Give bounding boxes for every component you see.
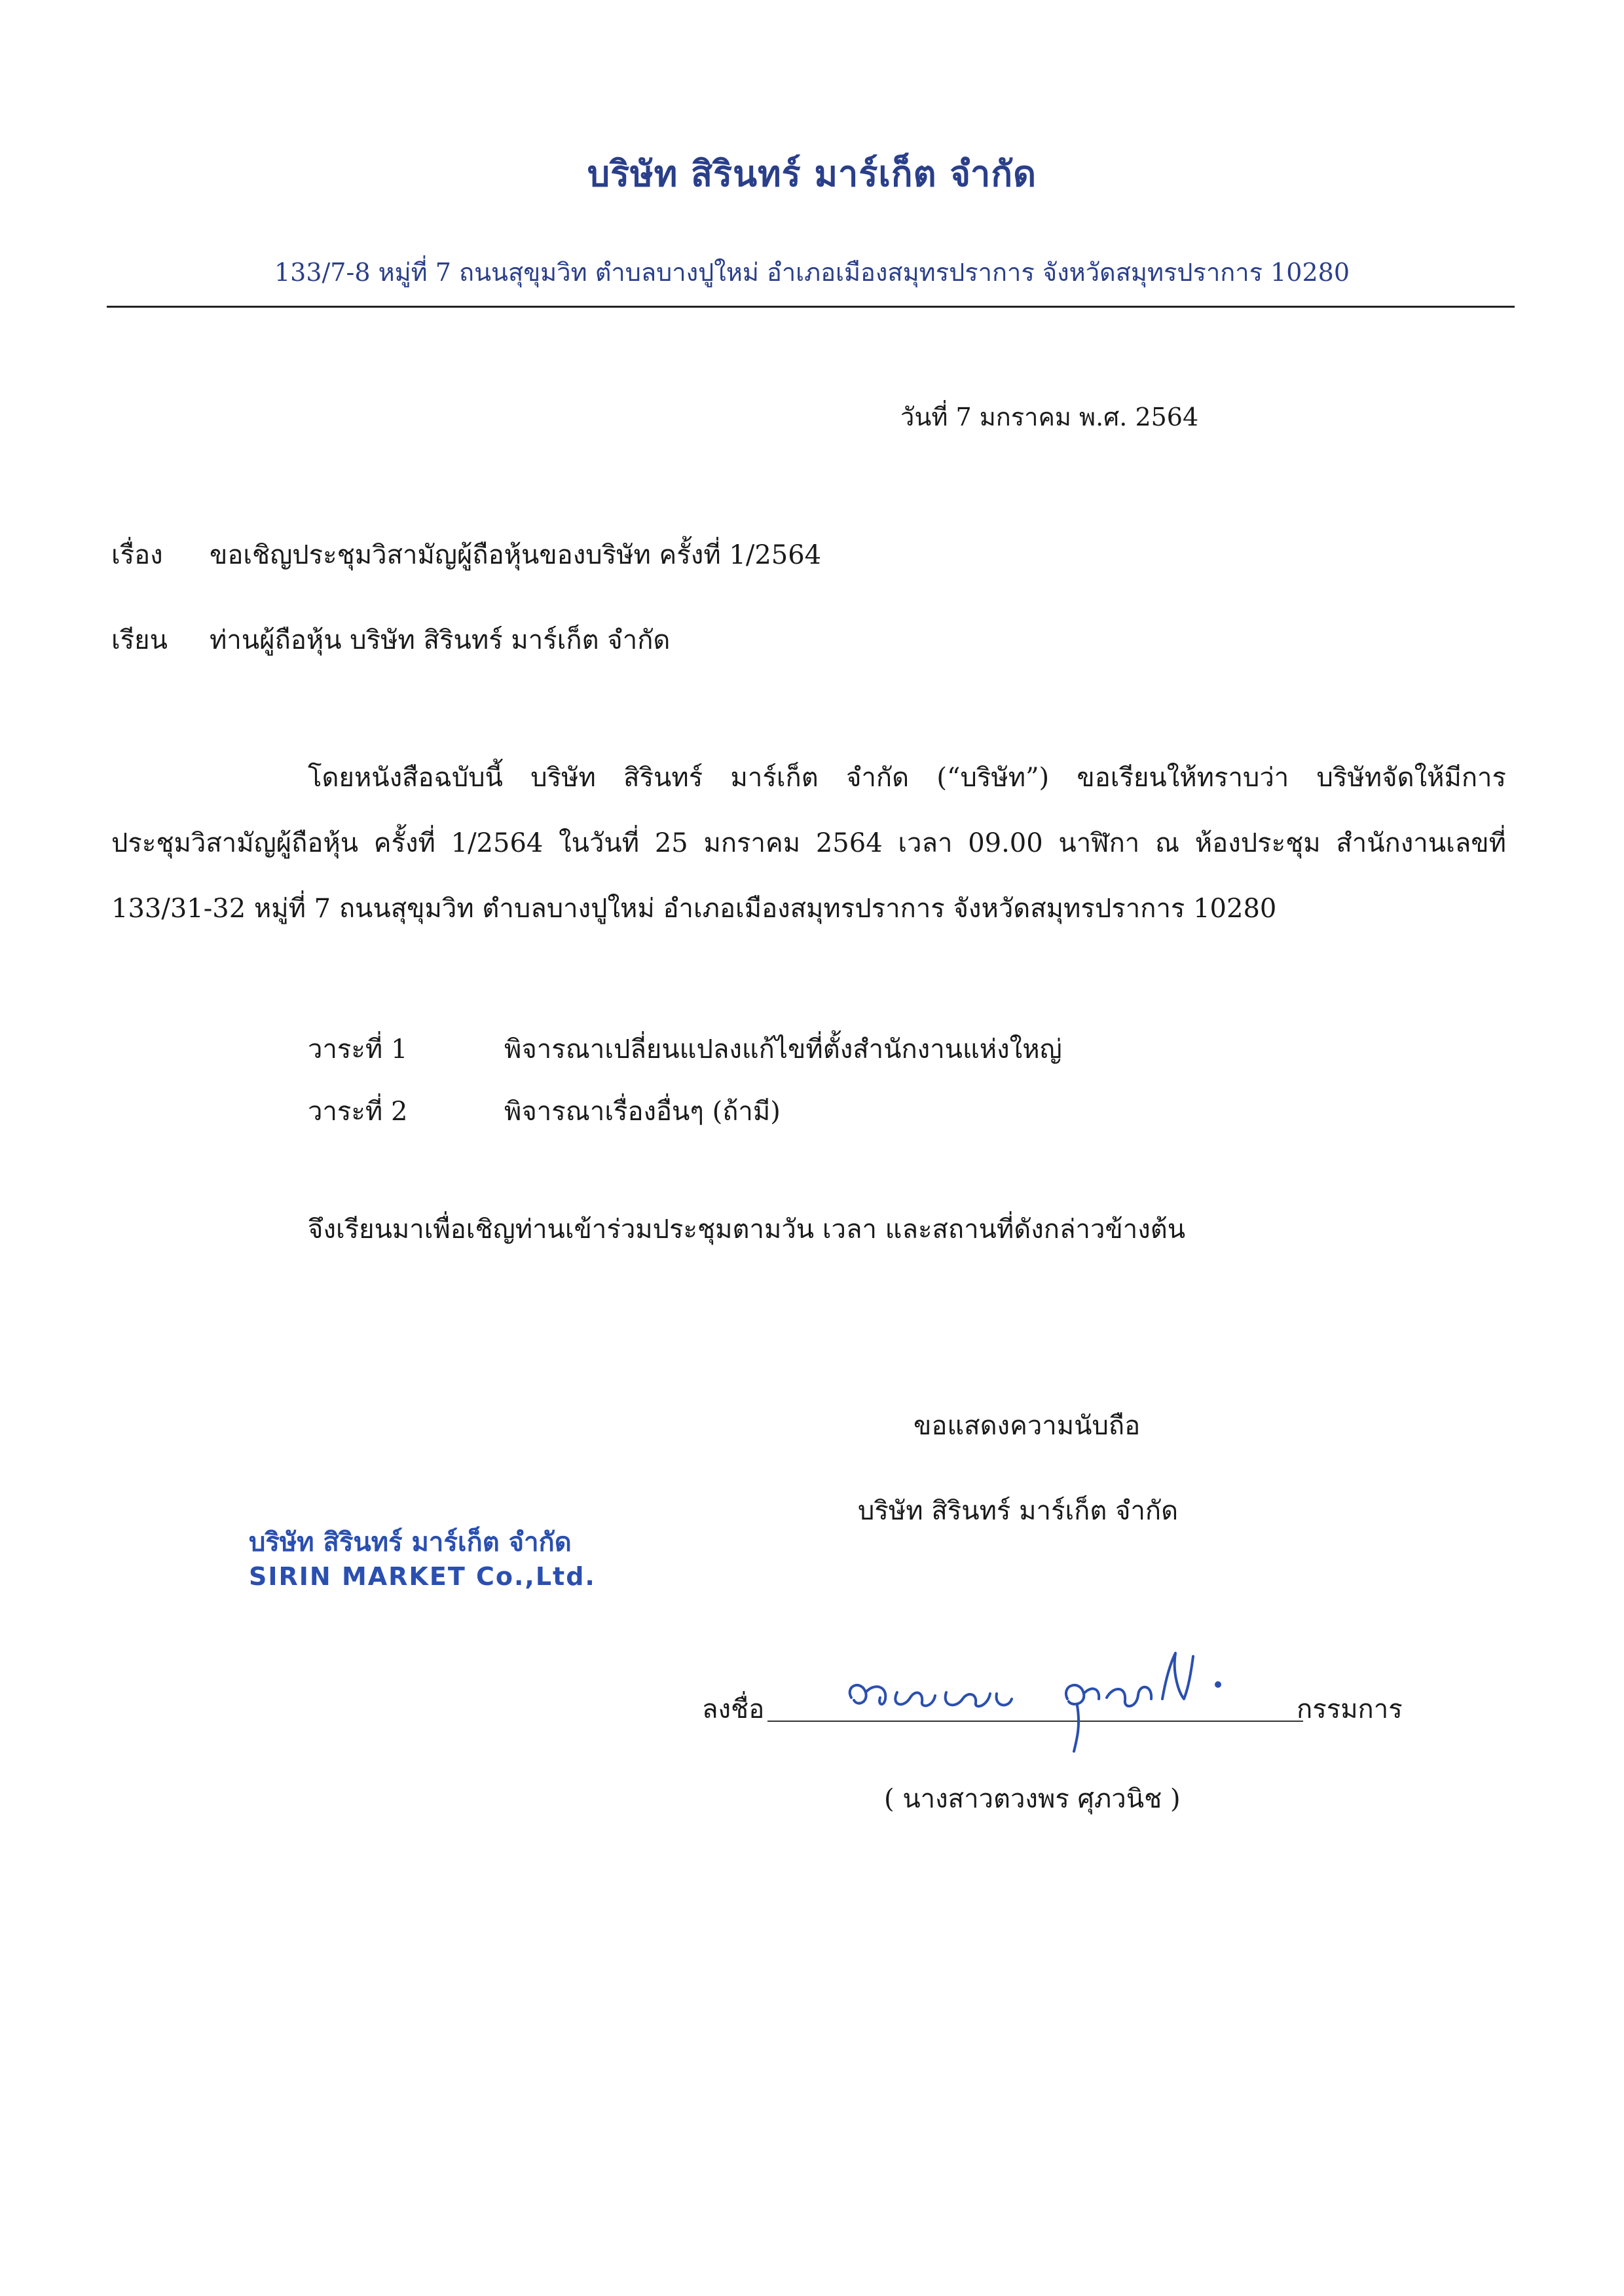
company-name: บริษัท สิรินทร์ มาร์เก็ต จำกัด [587,153,1037,194]
sign-suffix: กรรมการ [1297,1694,1403,1724]
recipient-text: ท่านผู้ถือหุ้น บริษัท สิรินทร์ มาร์เก็ต จำกัด [210,625,671,655]
closing-paragraph: จึงเรียนมาเพื่อเชิญท่านเข้าร่วมประชุมตามวัน เวลา และสถานที่ดังกล่าวข้างต้น [308,1214,1186,1245]
letter-date: วันที่ 7 มกราคม พ.ศ. 2564 [900,403,1199,431]
subject-label: เรื่อง [111,540,163,570]
signer-name: ( นางสาวตวงพร ศุภวนิช ) [884,1784,1181,1814]
letterhead-divider [107,306,1515,308]
regards: ขอแสดงความนับถือ [913,1411,1141,1441]
body-line-2: ประชุมวิสามัญผู้ถือหุ้น ครั้งที่ 1/2564 ในวันที่ 25 มกราคม 2564 เวลา 09.00 นาฬิกา ณ ห้องประชุม สำนักงานเลขที่ [111,828,1506,858]
handwritten-signature [825,1647,1283,1758]
regards-company: บริษัท สิรินทร์ มาร์เก็ต จำกัด [858,1496,1179,1526]
sign-prefix: ลงชื่อ [702,1694,765,1724]
stamp-thai: บริษัท สิรินทร์ มาร์เก็ต จำกัด [249,1527,572,1558]
stamp-english: SIRIN MARKET Co.,Ltd. [249,1562,596,1591]
company-stamp [249,1525,596,1594]
agenda-2-number: วาระที่ 2 [308,1097,408,1127]
agenda-1-text: พิจารณาเปลี่ยนแปลงแก้ไขที่ตั้งสำนักงานแห่งใหญ่ [504,1034,1062,1065]
body-line-3: 133/31-32 หมู่ที่ 7 ถนนสุขุมวิท ตำบลบางปูใหม่ อำเภอเมืองสมุทรปราการ จังหวัดสมุทรปราการ 10280 [111,894,1277,924]
agenda-2-text: พิจารณาเรื่องอื่นๆ (ถ้ามี) [504,1097,781,1127]
recipient-label: เรียน [111,625,168,655]
body-line-1: โดยหนังสือฉบับนี้ บริษัท สิรินทร์ มาร์เก็ต จำกัด (“บริษัท”) ขอเรียนให้ทราบว่า บริษัทจัดให้มีการ [308,763,1506,793]
company-address: 133/7-8 หมู่ที่ 7 ถนนสุขุมวิท ตำบลบางปูใหม่ อำเภอเมืองสมุทรปราการ จังหวัดสมุทรปราการ 10280 [274,258,1350,287]
agenda-1-number: วาระที่ 1 [308,1034,408,1065]
subject-text: ขอเชิญประชุมวิสามัญผู้ถือหุ้นของบริษัท ครั้งที่ 1/2564 [210,540,822,570]
